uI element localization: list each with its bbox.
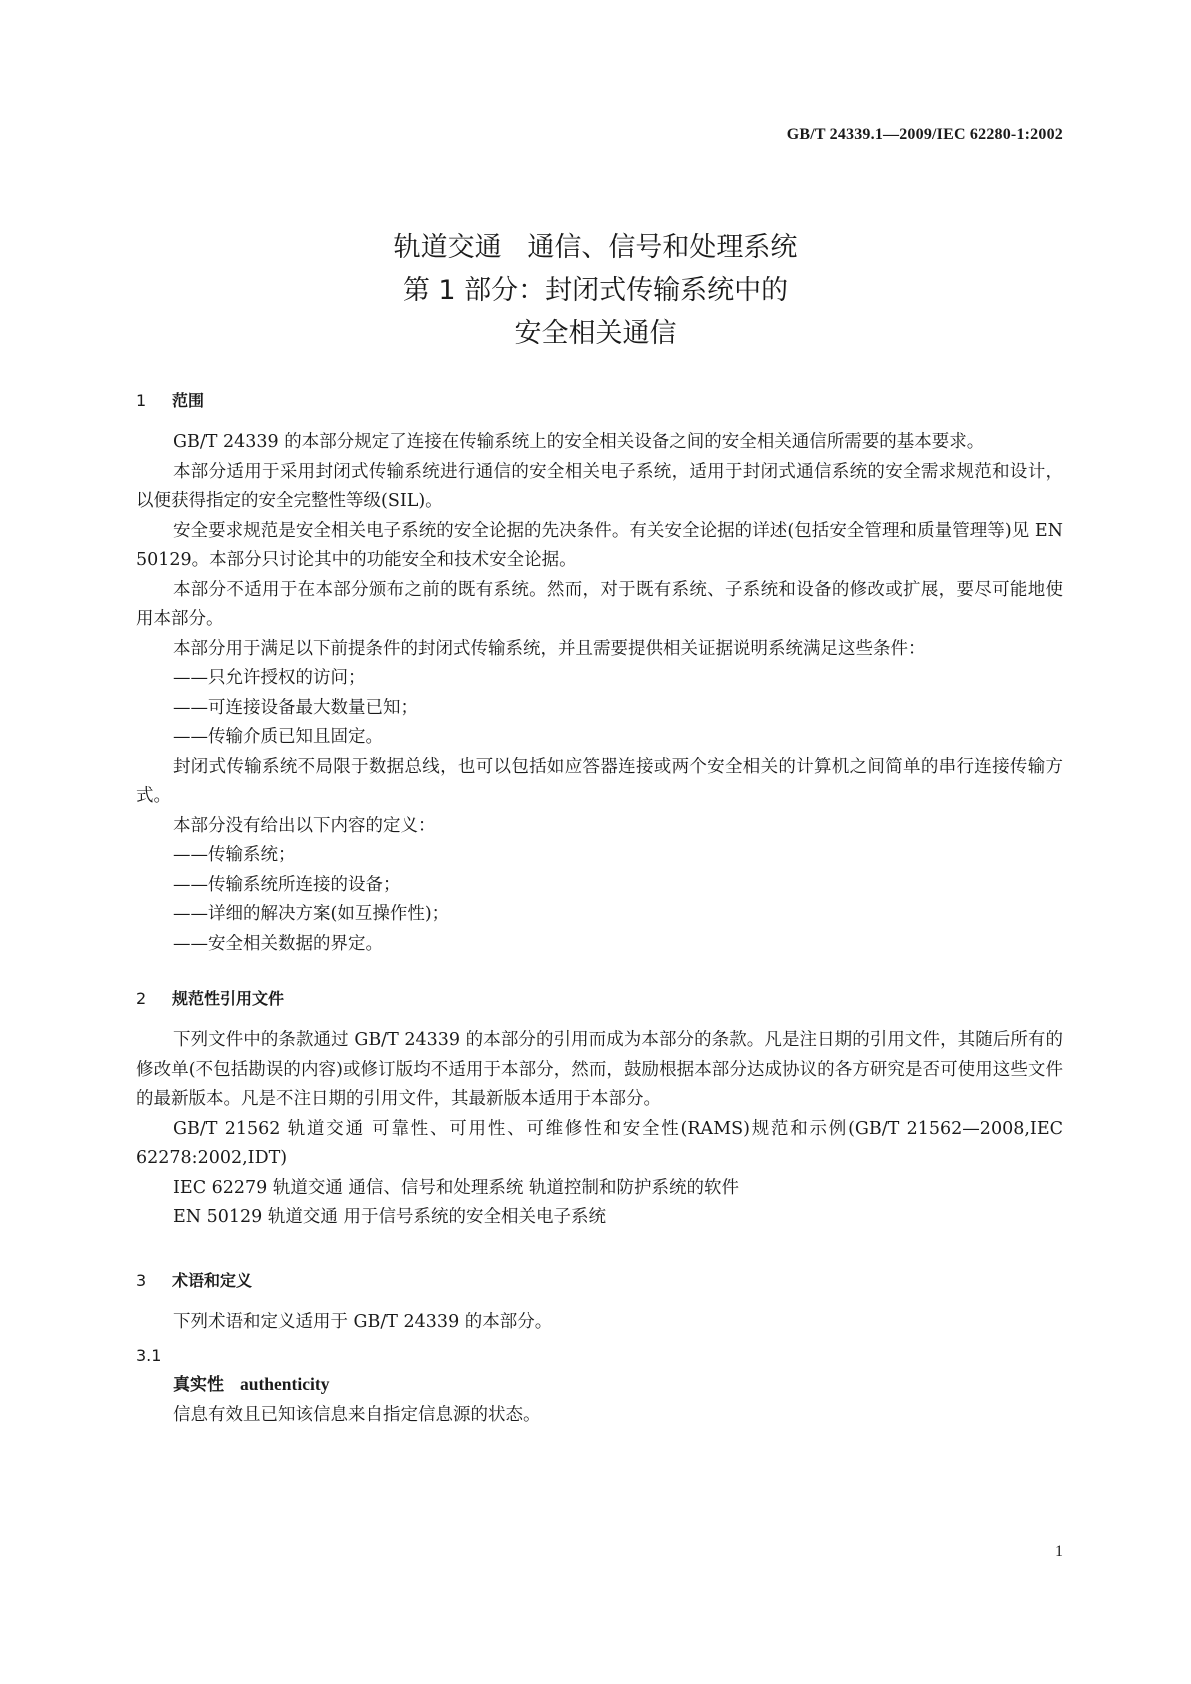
list-item: ——传输系统所连接的设备； — [173, 874, 401, 895]
document-title — [0, 226, 1191, 355]
section-3-body — [136, 1308, 1063, 1338]
section-2-heading — [136, 986, 1063, 1009]
document-code: GB/T 24339.1—2009/IEC 62280-1:2002 — [786, 126, 1063, 143]
page-number: 1 — [1055, 1543, 1063, 1560]
list-item: ——安全相关数据的界定。 — [173, 933, 383, 954]
clause-number: 3.1 — [136, 1346, 162, 1365]
paragraph: 下列文件中的条款通过 GB/T 24339 的本部分的引用而成为本部分的条款。凡是注日期的引用文件，其随后所有的修改单(不包括勘误的内容)或修订版均不适用于本部分，然而，鼓励根据本部分达成协议的各方研究是否可使用这些文件的最新版本。凡是不注日期的引用文件，其最新版本适用于本部分。 — [136, 1030, 1063, 1109]
paragraph: 下列术语和定义适用于 GB/T 24339 的本部分。 — [173, 1312, 553, 1332]
title-line-1: 轨道交通 通信、信号和处理系统 — [393, 232, 798, 263]
normative-reference: EN 50129 轨道交通 用于信号系统的安全相关电子系统 — [173, 1207, 606, 1227]
term-chinese: 真实性 — [173, 1375, 224, 1395]
section-number: 2 — [136, 989, 147, 1008]
paragraph: 安全要求规范是安全相关电子系统的安全论据的先决条件。有关安全论据的详述(包括安全管理和质量管理等)见 EN 50129。本部分只讨论其中的功能安全和技术安全论据。 — [136, 520, 1063, 570]
section-1 — [136, 388, 1063, 411]
normative-reference: GB/T 21562 轨道交通 可靠性、可用性、可维修性和安全性(RAMS)规范和示例(GB/T 21562—2008,IEC 62278:2002,IDT) — [136, 1118, 1063, 1168]
section-2 — [136, 986, 1063, 1009]
section-3-heading — [136, 1268, 1063, 1291]
section-1-heading — [136, 388, 1063, 411]
term-definition: 信息有效且已知该信息来自指定信息源的状态。 — [173, 1404, 541, 1425]
list-item: ——传输介质已知且固定。 — [173, 727, 383, 747]
term-entry — [136, 1370, 1063, 1430]
title-line-3: 安全相关通信 — [514, 318, 677, 349]
section-title: 规范性引用文件 — [172, 989, 285, 1008]
term-heading — [136, 1370, 1063, 1401]
list-item: ——只允许授权的访问； — [173, 668, 366, 688]
title-line-2: 第 1 部分：封闭式传输系统中的 — [402, 275, 789, 306]
term-english: authenticity — [240, 1374, 330, 1394]
section-3 — [136, 1268, 1063, 1291]
section-1-body — [136, 428, 1063, 959]
section-2-body — [136, 1026, 1063, 1233]
paragraph: 本部分用于满足以下前提条件的封闭式传输系统，并且需要提供相关证据说明系统满足这些条件： — [173, 638, 926, 659]
section-number: 3 — [136, 1271, 147, 1290]
section-title: 术语和定义 — [172, 1271, 253, 1290]
list-item: ——详细的解决方案(如互操作性)； — [173, 904, 450, 924]
list-item: ——传输系统； — [173, 845, 296, 865]
clause-3-1 — [136, 1346, 1063, 1365]
list-item: ——可连接设备最大数量已知； — [173, 697, 418, 718]
paragraph: 封闭式传输系统不局限于数据总线，也可以包括如应答器连接或两个安全相关的计算机之间简单的串行连接传输方式。 — [136, 756, 1063, 806]
normative-reference: IEC 62279 轨道交通 通信、信号和处理系统 轨道控制和防护系统的软件 — [173, 1177, 739, 1198]
section-number: 1 — [136, 391, 147, 410]
paragraph: 本部分没有给出以下内容的定义： — [173, 815, 436, 836]
paragraph: 本部分适用于采用封闭式传输系统进行通信的安全相关电子系统，适用于封闭式通信系统的安全需求规范和设计，以便获得指定的安全完整性等级(SIL)。 — [136, 461, 1063, 511]
paragraph: GB/T 24339 的本部分规定了连接在传输系统上的安全相关设备之间的安全相关通信所需要的基本要求。 — [173, 432, 985, 452]
section-title: 范围 — [172, 391, 205, 410]
paragraph: 本部分不适用于在本部分颁布之前的既有系统。然而，对于既有系统、子系统和设备的修改或扩展，要尽可能地使用本部分。 — [136, 579, 1063, 629]
